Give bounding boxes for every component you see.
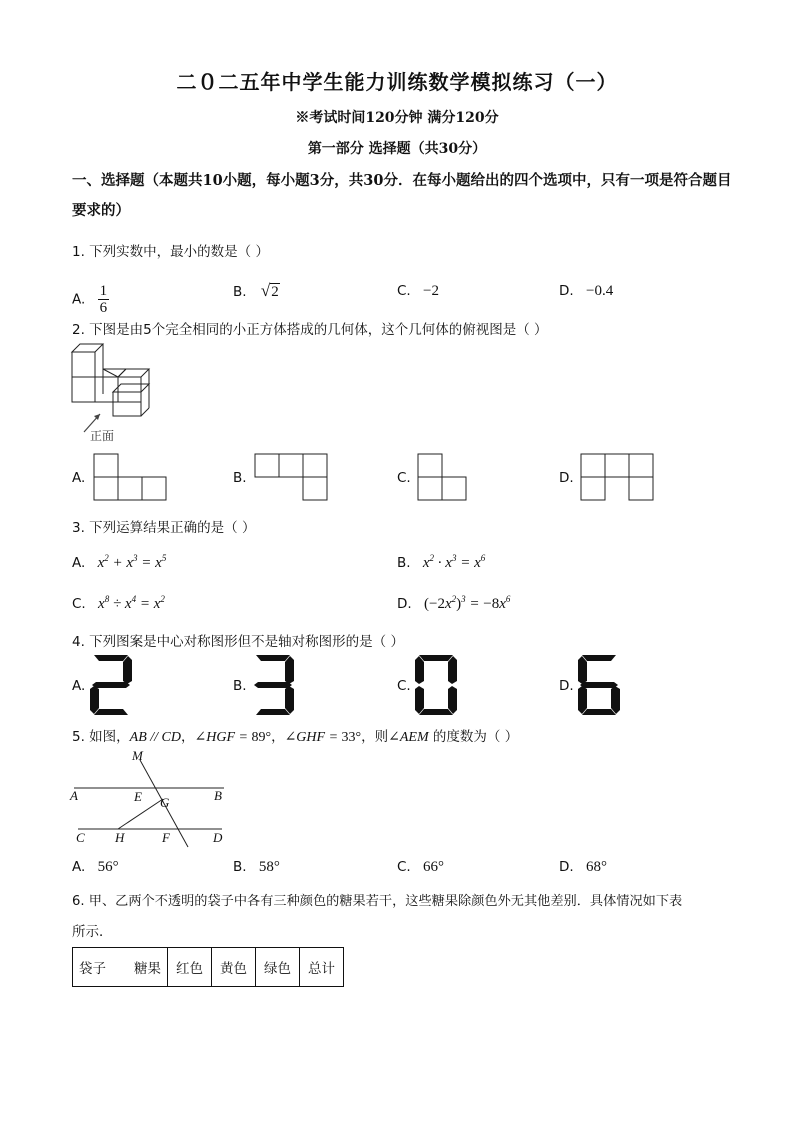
table-diagonal-header-cell (73, 948, 168, 987)
option-letter: C. (397, 283, 411, 299)
front-label: 正面 (90, 429, 115, 443)
point-label-a: A (70, 788, 78, 803)
point-label-m: M (132, 748, 143, 763)
fraction (98, 283, 110, 316)
option-letter: B. (397, 555, 411, 571)
question-3-stem: 3. 下列运算结果正确的是（ ） (72, 520, 256, 536)
option-letter: A. (72, 291, 86, 308)
table-header-cell: 绿色 (256, 948, 300, 987)
fraction-numerator: 1 (99, 283, 108, 299)
option-letter: D. (397, 596, 412, 612)
point-label-c: C (76, 830, 85, 845)
option-letter: A. (72, 859, 86, 875)
q5-option-b-value: 58° (258, 859, 280, 875)
radicand: 2 (271, 284, 279, 300)
option-letter: B. (233, 859, 247, 875)
exam-info: ※考试时间120分钟 满分120分 (295, 110, 499, 126)
q1-option-c-value: −2 (423, 283, 439, 299)
option-letter: A. (72, 555, 86, 571)
q1-option-d (559, 283, 613, 300)
q1-option-b (233, 281, 280, 301)
candy-table (72, 947, 344, 987)
question-4-stem: 4. 下列图案是中心对称图形但不是轴对称图形的是（ ） (72, 634, 404, 650)
q3-option-a (72, 553, 166, 572)
q5-option-b (233, 859, 280, 876)
point-label-e: E (134, 789, 142, 804)
q5-option-d-value: 68° (585, 859, 607, 875)
table-header-row (73, 948, 344, 987)
question-5-stem: 5. 如图，AB // CD，∠HGF = 89°，∠GHF = 33°，则∠AEM 的度数为（ ） (72, 729, 519, 745)
table-header-cell: 总计 (300, 948, 344, 987)
q5-stem-prefix: 5. 如图， (72, 729, 130, 745)
q5-option-a-value: 56° (97, 859, 119, 875)
q2-option-b-view (254, 453, 330, 503)
q3-option-b (397, 553, 485, 572)
part-heading: 第一部分 选择题（共30分） (307, 141, 487, 157)
digit-6-pattern (578, 655, 620, 715)
expression: $x^2 \cdot x^3 = x^6$ (422, 553, 486, 571)
q2-option-c-letter: C. (397, 470, 411, 486)
question-1-stem: 1. 下列实数中，最小的数是（ ） (72, 244, 269, 260)
question-6-stem-line2: 所示． (72, 924, 113, 940)
table-header-cell: 黄色 (212, 948, 256, 987)
q2-option-c-view (417, 453, 469, 503)
q2-option-a-view (93, 453, 169, 503)
section-heading: 一、选择题（本题共10小题，每小题3分，共30分．在每小题给出的四个选项中，只有一项是符合题目要求的） (72, 172, 732, 219)
q3-option-d (397, 594, 510, 613)
header-bag-label: 袋子 (79, 961, 106, 977)
q3-option-c (72, 594, 165, 613)
q2-option-b-letter: B. (233, 470, 247, 486)
point-label-b: B (214, 788, 222, 803)
q5-option-c-value: 66° (423, 859, 445, 875)
q1-option-c (397, 283, 439, 300)
cube-solid-figure (70, 342, 162, 444)
digit-0-pattern (415, 655, 457, 715)
expression: $(-2x^2)^3 = -8x^6$ (423, 594, 511, 612)
option-letter: D. (559, 283, 574, 299)
option-letter: C. (397, 859, 411, 875)
q2-option-d-view (580, 453, 656, 503)
option-letter: D. (559, 859, 574, 875)
q1-option-d-value: −0.4 (585, 283, 614, 299)
q5-option-d (559, 859, 607, 876)
expression: $x^8 \div x^4 = x^2$ (98, 594, 165, 612)
radical (260, 281, 280, 300)
digit-3-pattern (252, 655, 294, 715)
q2-option-d-letter: D. (559, 470, 574, 486)
q4-option-d-letter: D. (559, 678, 574, 694)
option-letter: B. (233, 284, 247, 300)
q1-option-a (72, 283, 109, 316)
point-label-g: G (160, 795, 170, 810)
radical-sign-icon: √ (260, 281, 271, 300)
header-candy-label: 糖果 (134, 961, 161, 977)
question-6-stem-line1: 6. 甲、乙两个不透明的袋子中各有三种颜色的糖果若干，这些糖果除颜色外无其他差别．具体情况如下表 (72, 894, 683, 909)
q4-option-b-letter: B. (233, 678, 247, 694)
table-header-cell: 红色 (168, 948, 212, 987)
expression: $x^2 + x^3 = x^5$ (97, 553, 167, 571)
q2-option-a-letter: A. (72, 470, 86, 486)
option-letter: C. (72, 596, 86, 612)
q5-option-a (72, 859, 119, 876)
q4-option-a-letter: A. (72, 678, 86, 694)
q5-option-c (397, 859, 444, 876)
point-label-f: F (162, 830, 170, 845)
point-label-d: D (213, 830, 223, 845)
page-title: 二０二五年中学生能力训练数学模拟练习（一） (176, 70, 618, 94)
q4-option-c-letter: C. (397, 678, 411, 694)
point-label-h: H (115, 830, 125, 845)
q5-parallel-lines-figure (68, 745, 233, 855)
digit-2-pattern (90, 655, 132, 715)
fraction-denominator: 6 (99, 300, 108, 316)
question-2-stem: 2. 下图是由5个完全相同的小正方体搭成的几何体，这个几何体的俯视图是（ ） (72, 322, 548, 338)
